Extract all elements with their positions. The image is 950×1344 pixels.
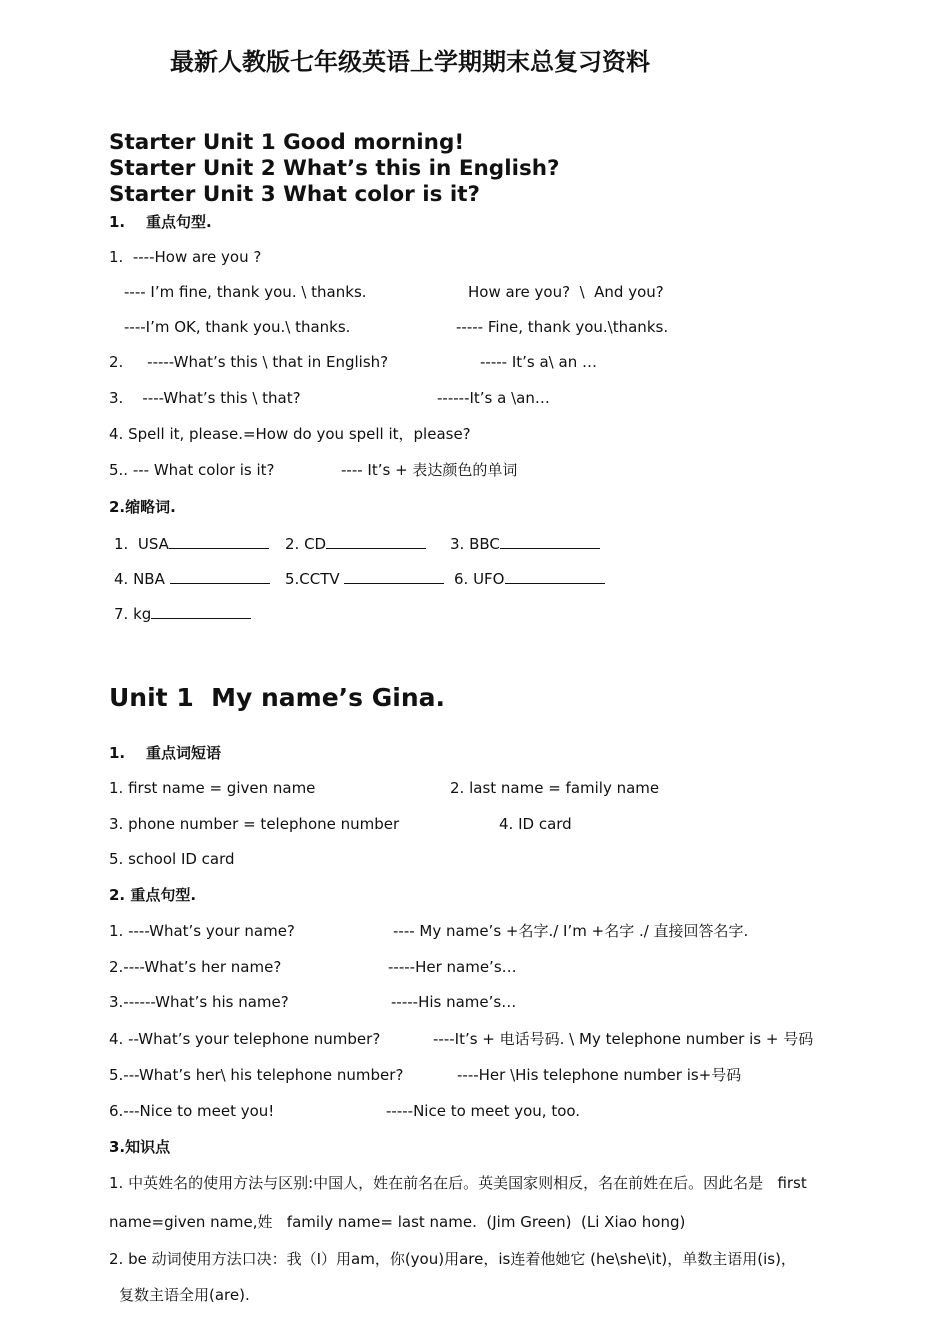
unit1-phrase-2: 2. last name = family name [450,779,660,797]
starter-section-key-sentences: 1. 重点句型. [109,213,212,231]
unit1-knowledge-1-line-1: 1. 中英姓名的使用方法与区别:中国人，姓在前名在后。英美国家则相反，名在前姓在后。因此名是 first [109,1174,807,1192]
unit1-phrase-4: 4. ID card [499,815,572,833]
abbreviation-label: 1. USA [114,535,169,553]
starter-sentence-3-right: ------It’s a \an… [437,389,550,407]
abbreviation-label: 3. BBC [450,535,500,553]
unit1-section-key-sentences: 2. 重点句型. [109,886,197,904]
unit1-sentence-5-right: ----Her \His telephone number is+号码 [457,1066,742,1084]
unit1-sentence-4-right: ----It’s + 电话号码. \ My telephone number is + 号码 [433,1030,814,1048]
unit1-section-knowledge-points: 3.知识点 [109,1138,171,1156]
starter-sentence-1a: 1. ----How are you ? [109,248,262,266]
answer-blank[interactable] [169,534,269,549]
unit1-sentence-1-left: 1. ----What’s your name? [109,922,295,940]
unit1-sentence-1-right: ---- My name’s +名字./ I’m +名字 ./ 直接回答名字. [393,922,749,940]
starter-sentence-1b-right: How are you? \ And you? [468,283,664,301]
document-title: 最新人教版七年级英语上学期期末总复习资料 [170,48,650,76]
starter-section-abbreviations: 2.缩略词. [109,498,176,516]
starter-unit-1-title: Starter Unit 1 Good morning! [109,130,465,155]
unit-1-title: Unit 1 My name’s Gina. [109,683,446,712]
unit1-knowledge-1-line-2: name=given name,姓 family name= last name. (Jim Green) (Li Xiao hong) [109,1213,686,1231]
abbreviation-item [114,534,269,554]
starter-sentence-2-right: ----- It’s a\ an … [480,353,597,371]
answer-blank[interactable] [344,569,444,584]
answer-blank[interactable] [326,534,426,549]
abbreviation-item [450,534,600,554]
abbreviation-item [454,569,605,589]
starter-sentence-5-left: 5.. --- What color is it? [109,461,275,479]
answer-blank[interactable] [500,534,600,549]
abbreviation-label: 2. CD [285,535,327,553]
unit1-phrase-5: 5. school ID card [109,850,235,868]
starter-sentence-4: 4. Spell it, please.=How do you spell it，please? [109,425,471,443]
unit1-section-key-phrases: 1. 重点词短语 [109,744,222,762]
unit1-phrase-3: 3. phone number = telephone number [109,815,400,833]
starter-sentence-5-right: ---- It’s + 表达颜色的单词 [341,461,518,479]
starter-sentence-2-left: 2. -----What’s this \ that in English? [109,353,389,371]
answer-blank[interactable] [505,569,605,584]
abbreviation-item [285,534,426,554]
abbreviation-label: 7. kg [114,605,152,623]
abbreviation-label: 4. NBA [114,570,170,588]
answer-blank[interactable] [151,604,251,619]
abbreviation-label: 6. UFO [454,570,505,588]
abbreviation-item [285,569,444,589]
unit1-knowledge-2-line-2: 复数主语全用(are). [119,1286,250,1304]
answer-blank[interactable] [170,569,270,584]
unit1-sentence-2-left: 2.----What’s her name? [109,958,282,976]
abbreviation-item [114,604,251,624]
unit1-sentence-5-left: 5.---What’s her\ his telephone number? [109,1066,404,1084]
unit1-sentence-3-right: -----His name’s… [391,993,517,1011]
unit1-sentence-6-left: 6.---Nice to meet you! [109,1102,275,1120]
unit1-sentence-3-left: 3.------What’s his name? [109,993,289,1011]
unit1-sentence-6-right: -----Nice to meet you, too. [386,1102,581,1120]
starter-sentence-1b-left: ---- I’m fine, thank you. \ thanks. [124,283,367,301]
unit1-knowledge-2-line-1: 2. be 动词使用方法口决：我（I）用am，你(you)用are，is连着他她它 (he\she\it)，单数主语用(is)， [109,1250,796,1268]
unit1-phrase-1: 1. first name = given name [109,779,316,797]
unit1-sentence-2-right: -----Her name’s… [388,958,517,976]
starter-unit-3-title: Starter Unit 3 What color is it? [109,182,480,207]
abbreviation-item [114,569,270,589]
starter-sentence-1c-right: ----- Fine, thank you.\thanks. [456,318,669,336]
starter-sentence-1c-left: ----I’m OK, thank you.\ thanks. [124,318,351,336]
starter-unit-2-title: Starter Unit 2 What’s this in English? [109,156,560,181]
starter-sentence-3-left: 3. ----What’s this \ that? [109,389,301,407]
abbreviation-label: 5.CCTV [285,570,345,588]
unit1-sentence-4-left: 4. --What’s your telephone number? [109,1030,381,1048]
